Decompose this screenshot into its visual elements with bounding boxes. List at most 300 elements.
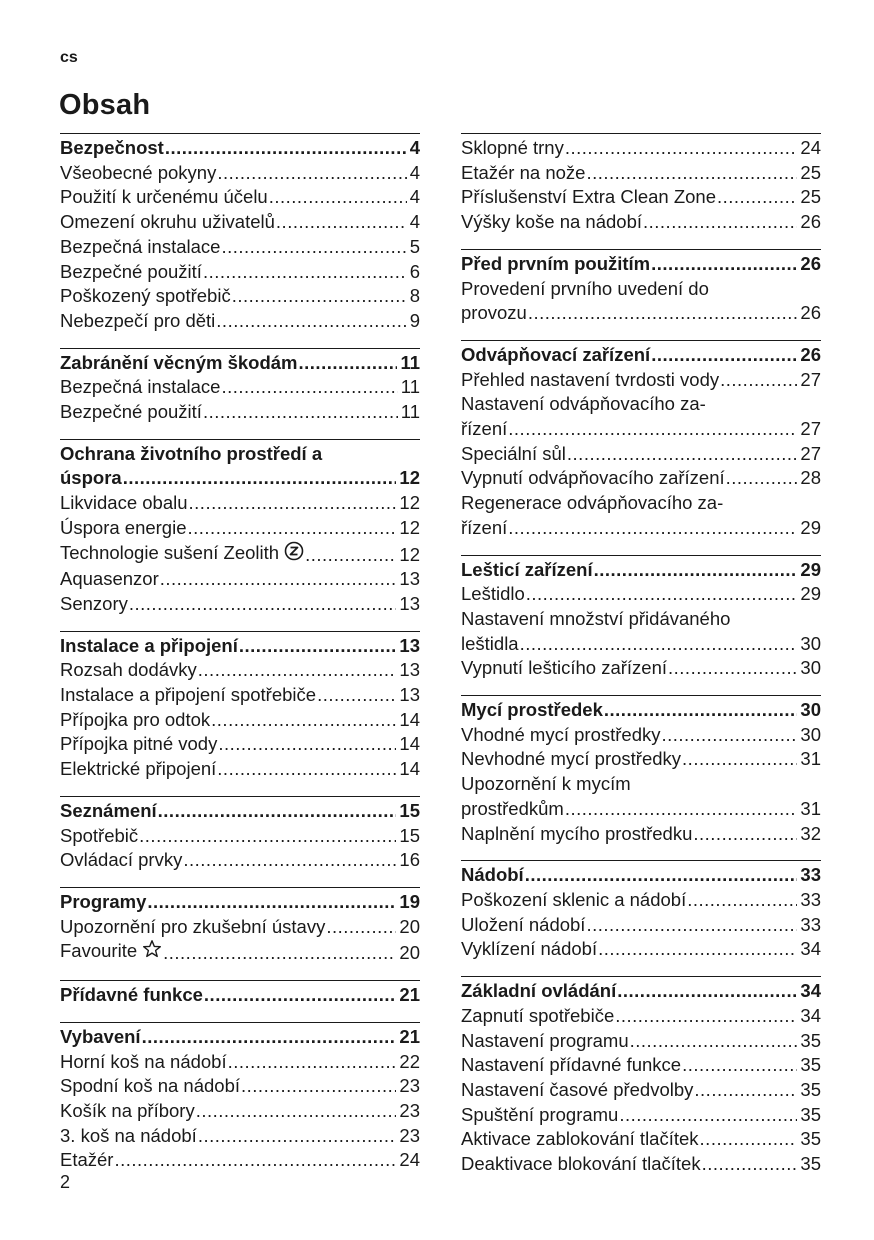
toc-page-number: 26 xyxy=(800,211,821,233)
toc-entry[interactable] xyxy=(60,284,420,309)
toc-entry-label xyxy=(461,466,725,491)
toc-section xyxy=(60,796,420,873)
toc-entry-label xyxy=(60,683,316,708)
toc-entry[interactable] xyxy=(60,757,420,782)
toc-entry[interactable] xyxy=(60,732,420,757)
toc-heading-label xyxy=(60,890,146,915)
toc-heading-line: Ochrana životního prostředí a xyxy=(60,442,323,464)
toc-page-number: 4 xyxy=(409,186,420,208)
toc-label-text: provozu xyxy=(461,302,527,324)
toc-page-number: 13 xyxy=(399,634,420,656)
leader-dots xyxy=(203,260,407,285)
zeolith-icon xyxy=(284,541,304,568)
leader-dots xyxy=(269,185,407,210)
language-code: cs xyxy=(60,49,78,66)
toc-label-text: Poškozený spotřebič xyxy=(60,285,231,307)
toc-page-number: 12 xyxy=(399,516,420,538)
toc-entry[interactable] xyxy=(461,161,821,186)
toc-section-heading[interactable] xyxy=(461,343,821,368)
leader-dots xyxy=(198,1124,397,1149)
toc-page-number: 15 xyxy=(399,824,420,846)
toc-entry[interactable] xyxy=(461,1103,821,1128)
toc-heading-label xyxy=(60,634,238,659)
leader-dots xyxy=(305,543,396,568)
toc-section-heading[interactable] xyxy=(60,1025,420,1050)
toc-entry-label xyxy=(461,368,719,393)
toc-heading-label xyxy=(461,979,616,1004)
toc-page-number: 35 xyxy=(800,1153,821,1175)
toc-page-number: 14 xyxy=(399,758,420,780)
toc-entry-label xyxy=(461,937,597,962)
toc-entry-label xyxy=(461,632,519,657)
toc-page-number: 34 xyxy=(800,938,821,960)
toc-section-heading[interactable] xyxy=(461,558,821,583)
toc-entry-line: Upozornění k mycím xyxy=(461,773,631,795)
toc-label-text: Mycí prostředek xyxy=(461,699,603,721)
toc-section-heading[interactable] xyxy=(461,863,821,888)
toc-page-number: 30 xyxy=(800,723,821,745)
leader-dots xyxy=(228,1050,397,1075)
toc-entry[interactable] xyxy=(60,260,420,285)
toc-entry-label xyxy=(461,1029,629,1054)
toc-page-number: 34 xyxy=(800,980,821,1002)
toc-label-text: Speciální sůl xyxy=(461,442,566,464)
toc-entry-label xyxy=(461,210,642,235)
toc-page-number: 27 xyxy=(800,442,821,464)
toc-label-text: Spotřebič xyxy=(60,824,139,846)
toc-entry-label xyxy=(60,939,162,966)
toc-entry-label xyxy=(461,1078,693,1103)
leader-dots xyxy=(651,343,797,368)
toc-entry[interactable] xyxy=(60,210,420,235)
toc-entry-line: Nastavení množství přidávaného xyxy=(461,607,731,629)
toc-entry[interactable] xyxy=(461,442,821,467)
toc-entry-label xyxy=(461,161,585,186)
toc-entry[interactable] xyxy=(60,185,420,210)
toc-page-number: 20 xyxy=(399,942,420,964)
toc-section xyxy=(60,439,420,617)
leader-dots xyxy=(217,757,396,782)
toc-entry-label xyxy=(60,260,202,285)
toc-label-text: Košík na příbory xyxy=(60,1099,195,1121)
leader-dots xyxy=(687,888,797,913)
toc-heading-label xyxy=(461,863,524,888)
toc-entry-label xyxy=(60,161,216,186)
toc-label-text: Instalace a připojení spotřebiče xyxy=(60,684,317,706)
toc-entry-label xyxy=(461,656,667,681)
leader-dots xyxy=(604,698,798,723)
toc-page-number: 15 xyxy=(399,799,420,821)
toc-entry[interactable] xyxy=(60,400,420,425)
toc-page-number: 16 xyxy=(399,849,420,871)
toc-page-number: 27 xyxy=(800,418,821,440)
toc-entry-label xyxy=(60,375,220,400)
toc-entry[interactable] xyxy=(461,1127,821,1152)
toc-page-number: 30 xyxy=(800,657,821,679)
toc-section xyxy=(461,249,821,326)
leader-dots xyxy=(586,161,797,186)
toc-entry[interactable] xyxy=(461,1078,821,1103)
toc-entry[interactable] xyxy=(461,747,821,772)
toc-label-text: Přípojka pro odtok xyxy=(60,708,211,730)
toc-page-number: 33 xyxy=(800,913,821,935)
leader-dots xyxy=(317,683,396,708)
toc-entry[interactable] xyxy=(461,822,821,847)
toc-entry-label xyxy=(60,284,231,309)
leader-dots xyxy=(520,632,798,657)
toc-entry[interactable] xyxy=(60,491,420,516)
toc-page-number: 12 xyxy=(399,492,420,514)
toc-section xyxy=(60,348,420,425)
toc-entry[interactable] xyxy=(60,516,420,541)
toc-entry-label xyxy=(60,235,220,260)
toc-label-text: Všeobecné pokyny xyxy=(60,161,217,183)
toc-label-text: Přehled nastavení tvrdosti vody xyxy=(461,368,720,390)
toc-entry[interactable] xyxy=(60,708,420,733)
toc-entry[interactable] xyxy=(461,417,821,442)
toc-entry-label xyxy=(60,541,304,568)
leader-dots xyxy=(142,1025,397,1050)
toc-label-text: Seznámení xyxy=(60,799,157,821)
toc-entry[interactable] xyxy=(60,235,420,260)
toc-label-text: Programy xyxy=(60,890,147,912)
leader-dots xyxy=(188,516,397,541)
toc-page-number: 13 xyxy=(399,659,420,681)
toc-label-text: Aquasenzor xyxy=(60,568,159,590)
toc-entry-label xyxy=(461,582,525,607)
toc-entry[interactable] xyxy=(461,1004,821,1029)
toc-label-text: Nastavení přídavné funkce xyxy=(461,1054,682,1076)
toc-entry[interactable] xyxy=(461,913,821,938)
toc-section xyxy=(60,631,420,782)
leader-dots xyxy=(147,890,396,915)
toc-page-number: 29 xyxy=(800,516,821,538)
toc-entry[interactable] xyxy=(60,1050,420,1075)
toc-entry-label xyxy=(461,723,660,748)
toc-entry-label xyxy=(461,1152,701,1177)
toc-entry-label xyxy=(461,301,527,326)
toc-entry-label xyxy=(461,136,564,161)
toc-entry[interactable] xyxy=(60,824,420,849)
leader-dots xyxy=(196,1099,397,1124)
toc-section xyxy=(60,887,420,966)
leader-dots xyxy=(165,136,407,161)
toc-entry-label xyxy=(60,309,215,334)
toc-heading-label xyxy=(461,558,593,583)
toc-entry-label xyxy=(60,708,210,733)
toc-entry[interactable] xyxy=(461,656,821,681)
toc-label-text: Sklopné trny xyxy=(461,137,564,158)
toc-page-number: 13 xyxy=(399,568,420,590)
toc-label-text: Odvápňovací zařízení xyxy=(461,343,651,365)
toc-section-heading[interactable] xyxy=(60,634,420,659)
toc-label-text: prostředkům xyxy=(461,797,564,819)
leader-dots xyxy=(241,1074,396,1099)
toc-section xyxy=(461,555,821,682)
toc-page-number: 26 xyxy=(800,302,821,324)
toc-page-number: 35 xyxy=(800,1078,821,1100)
toc-page-number: 35 xyxy=(800,1128,821,1150)
toc-entry[interactable] xyxy=(60,683,420,708)
toc-entry[interactable] xyxy=(461,185,821,210)
leader-dots xyxy=(661,723,797,748)
toc-page-number: 35 xyxy=(800,1054,821,1076)
toc-section xyxy=(60,133,420,334)
toc-heading-label xyxy=(60,136,164,161)
toc-entry-label xyxy=(60,1148,113,1173)
toc-entry[interactable] xyxy=(461,723,821,748)
toc-entry-label xyxy=(60,732,217,757)
toc-page-number: 6 xyxy=(409,260,420,282)
leader-dots xyxy=(615,1004,797,1029)
toc-label-text: Technologie sušení Zeolith xyxy=(60,541,280,563)
toc-label-text: Omezení okruhu uživatelů xyxy=(60,211,275,233)
toc-entry-label xyxy=(60,848,182,873)
toc-entry-label xyxy=(60,1124,197,1149)
toc-label-text: Upozornění pro zkušební ústavy xyxy=(60,915,326,937)
toc-entry-label xyxy=(461,1127,699,1152)
toc-label-text: Rozsah dodávky xyxy=(60,659,197,681)
toc-section-heading[interactable] xyxy=(60,466,420,491)
toc-entry[interactable] xyxy=(461,210,821,235)
leader-dots xyxy=(630,1029,798,1054)
toc-section-heading[interactable] xyxy=(60,351,420,376)
toc-label-text: Etažér xyxy=(60,1149,114,1171)
toc-page-number: 27 xyxy=(800,368,821,390)
toc-entry[interactable] xyxy=(60,375,420,400)
toc-entry-label xyxy=(461,516,507,541)
toc-heading-label xyxy=(60,983,203,1008)
leader-dots xyxy=(526,582,798,607)
toc-page-number: 32 xyxy=(800,822,821,844)
leader-dots xyxy=(528,301,798,326)
toc-page-number: 19 xyxy=(399,890,420,912)
toc-entry-line: Nastavení odvápňovacího za- xyxy=(461,393,706,415)
leader-dots xyxy=(594,558,798,583)
leader-dots xyxy=(239,634,397,659)
toc-page-number: 22 xyxy=(399,1050,420,1072)
toc-entry[interactable] xyxy=(60,1099,420,1124)
toc-heading-label xyxy=(461,252,650,277)
toc-page-number: 9 xyxy=(409,309,420,331)
toc-heading-label xyxy=(461,698,603,723)
toc-label-text: leštidla xyxy=(461,632,519,654)
toc-section-heading[interactable] xyxy=(461,698,821,723)
toc-entry[interactable] xyxy=(60,567,420,592)
toc-section-heading[interactable] xyxy=(60,890,420,915)
toc-page-number: 23 xyxy=(399,1075,420,1097)
toc-label-text: Nastavení programu xyxy=(461,1029,629,1051)
toc-label-text: Výšky koše na nádobí xyxy=(461,211,642,233)
toc-entry[interactable] xyxy=(461,632,821,657)
toc-label-text: Použití k určenému účelu xyxy=(60,186,268,208)
leader-dots xyxy=(682,747,797,772)
toc-label-text: Uložení nádobí xyxy=(461,913,586,935)
toc-entry[interactable] xyxy=(60,658,420,683)
toc-page-number: 35 xyxy=(800,1103,821,1125)
toc-label-text: Nádobí xyxy=(461,864,524,886)
toc-label-text: Vypnutí odvápňovacího zařízení xyxy=(461,467,725,489)
toc-page-number: 12 xyxy=(399,467,420,489)
toc-entry-label xyxy=(60,824,138,849)
leader-dots xyxy=(508,516,797,541)
toc-entry-label xyxy=(461,797,564,822)
toc-section xyxy=(60,1022,420,1173)
toc-entry-label xyxy=(461,1053,681,1078)
leader-dots xyxy=(183,848,396,873)
toc-label-text: 3. koš na nádobí xyxy=(60,1124,197,1146)
toc-entry-label xyxy=(60,491,188,516)
toc-label-text: Likvidace obalu xyxy=(60,492,188,514)
toc-entry[interactable] xyxy=(60,1148,420,1173)
toc-label-text: Vybavení xyxy=(60,1025,141,1047)
toc-entry[interactable] xyxy=(461,1152,821,1177)
toc-page-number: 4 xyxy=(409,137,420,158)
toc-label-text: Vypnutí lešticího zařízení xyxy=(461,657,668,679)
toc-entry[interactable] xyxy=(60,939,420,966)
toc-page-number: 12 xyxy=(399,543,420,565)
toc-section-heading[interactable] xyxy=(461,252,821,277)
toc-entry[interactable] xyxy=(461,516,821,541)
toc-entry[interactable] xyxy=(461,1053,821,1078)
toc-page-number: 30 xyxy=(800,699,821,721)
leader-dots xyxy=(668,656,797,681)
toc-page-number: 8 xyxy=(409,285,420,307)
toc-label-text: Deaktivace blokování tlačítek xyxy=(461,1153,701,1175)
toc-section xyxy=(461,976,821,1177)
toc-entry[interactable] xyxy=(461,136,821,161)
leader-dots xyxy=(221,375,397,400)
toc-entry-label xyxy=(461,417,507,442)
leader-dots xyxy=(565,797,798,822)
toc-entry[interactable] xyxy=(461,301,821,326)
leader-dots xyxy=(693,822,797,847)
leader-dots xyxy=(198,658,397,683)
toc-page-number: 25 xyxy=(800,186,821,208)
toc-entry[interactable] xyxy=(60,309,420,334)
toc-entry-label xyxy=(60,185,268,210)
toc-entry-label xyxy=(461,888,686,913)
toc-page-number: 24 xyxy=(399,1149,420,1171)
toc-label-text: Přídavné funkce xyxy=(60,984,203,1006)
toc-entry-label xyxy=(461,747,681,772)
toc-page-number: 30 xyxy=(800,632,821,654)
toc-entry[interactable] xyxy=(461,466,821,491)
toc-heading-label xyxy=(461,343,650,368)
toc-entry[interactable] xyxy=(461,937,821,962)
toc-entry[interactable] xyxy=(461,797,821,822)
leader-dots xyxy=(598,937,797,962)
toc-entry-label xyxy=(461,913,585,938)
toc-entry[interactable] xyxy=(60,848,420,873)
toc-page-number: 24 xyxy=(800,137,821,158)
toc-entry-line: Regenerace odvápňovacího za- xyxy=(461,492,724,514)
toc-entry[interactable] xyxy=(60,541,420,568)
toc-page-number: 31 xyxy=(800,797,821,819)
toc-label-text: Zapnutí spotřebiče xyxy=(461,1004,615,1026)
toc-page-number: 21 xyxy=(399,984,420,1006)
toc-entry[interactable] xyxy=(60,592,420,617)
leader-dots xyxy=(218,732,396,757)
leader-dots xyxy=(114,1148,396,1173)
toc-section-heading[interactable] xyxy=(60,136,420,161)
toc-label-text: Ovládací prvky xyxy=(60,849,183,871)
toc-page-number: 14 xyxy=(399,733,420,755)
toc-label-text: Instalace a připojení xyxy=(60,634,238,656)
leader-dots xyxy=(160,567,397,592)
toc-entry-label xyxy=(60,915,325,940)
toc-label-text: Favourite xyxy=(60,940,138,962)
star-icon xyxy=(142,939,162,966)
toc-label-text: úspora xyxy=(60,467,122,489)
toc-entry-label xyxy=(60,1074,240,1099)
leader-dots xyxy=(129,592,397,617)
toc-entry[interactable] xyxy=(60,915,420,940)
toc-label-text: Spuštění programu xyxy=(461,1103,619,1125)
toc-label-text: Bezpečné použití xyxy=(60,260,202,282)
toc-heading-label xyxy=(60,799,157,824)
toc-label-text: Nevhodné mycí prostředky xyxy=(461,748,682,770)
toc-entry[interactable] xyxy=(461,368,821,393)
toc-page-number: 4 xyxy=(409,211,420,233)
toc-entry[interactable] xyxy=(60,1074,420,1099)
leader-dots xyxy=(204,983,397,1008)
page-title: Obsah xyxy=(59,89,151,121)
toc-label-text: Poškození sklenic a nádobí xyxy=(461,888,687,910)
leader-dots xyxy=(720,368,797,393)
toc-page-number: 28 xyxy=(800,467,821,489)
toc-entry-label xyxy=(60,400,202,425)
toc-entry-label xyxy=(461,1103,618,1128)
toc-page-number: 5 xyxy=(409,235,420,257)
toc-section xyxy=(60,980,420,1008)
toc-label-text: Horní koš na nádobí xyxy=(60,1050,227,1072)
toc-entry[interactable] xyxy=(60,161,420,186)
toc-label-text: Vhodné mycí prostředky xyxy=(461,723,661,745)
toc-section-heading[interactable] xyxy=(60,799,420,824)
toc-label-text: Lešticí zařízení xyxy=(461,558,593,580)
toc-page-number: 11 xyxy=(400,351,420,373)
leader-dots xyxy=(617,979,797,1004)
toc-label-text: Bezpečnost xyxy=(60,137,164,158)
toc-page-number: 13 xyxy=(399,684,420,706)
leader-dots xyxy=(203,400,398,425)
toc-entry[interactable] xyxy=(461,888,821,913)
toc-entry[interactable] xyxy=(461,1029,821,1054)
leader-dots xyxy=(682,1053,797,1078)
toc-page-number: 13 xyxy=(399,592,420,614)
toc-entry-label xyxy=(60,592,128,617)
toc-entry-label xyxy=(60,757,216,782)
leader-dots xyxy=(139,824,396,849)
toc-section xyxy=(461,695,821,846)
leader-dots xyxy=(232,284,407,309)
toc-entry[interactable] xyxy=(461,582,821,607)
toc-entry-label xyxy=(461,185,716,210)
leader-dots xyxy=(694,1078,797,1103)
toc-label-text: Příslušenství Extra Clean Zone xyxy=(461,186,716,208)
toc-page-number: 25 xyxy=(800,161,821,183)
leader-dots xyxy=(651,252,797,277)
toc-section-heading[interactable] xyxy=(60,983,420,1008)
toc-right-column xyxy=(461,133,821,1191)
toc-section-heading[interactable] xyxy=(461,979,821,1004)
toc-label-text: Nebezpečí pro děti xyxy=(60,309,216,331)
toc-entry[interactable] xyxy=(60,1124,420,1149)
leader-dots xyxy=(619,1103,797,1128)
toc-label-text: Přípojka pitné vody xyxy=(60,733,218,755)
leader-dots xyxy=(702,1152,798,1177)
